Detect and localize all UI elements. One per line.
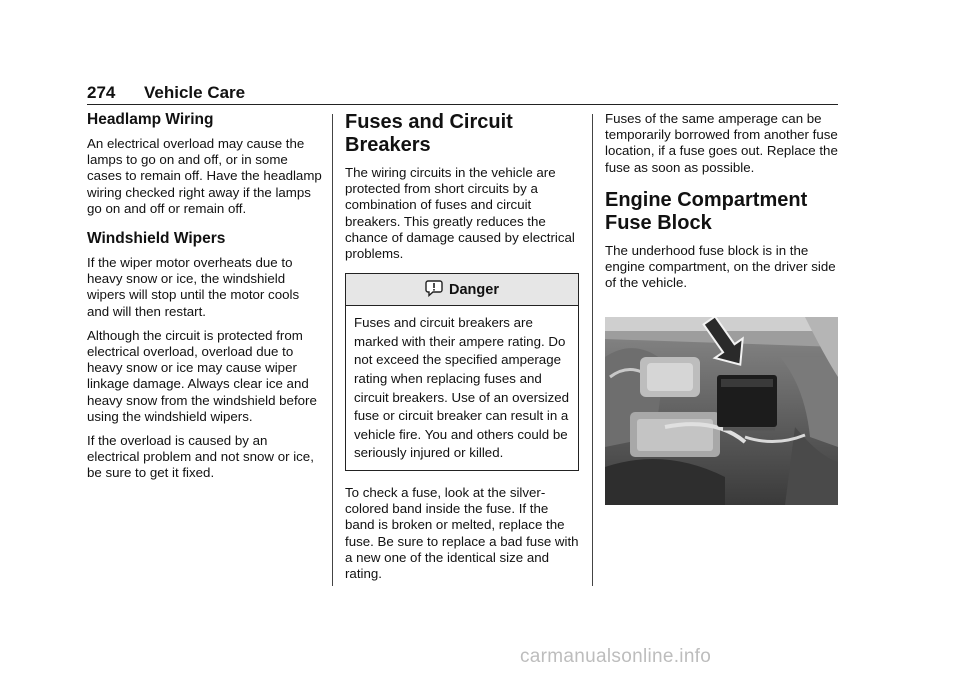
paragraph-borrow-fuse: Fuses of the same amperage can be temporarily borrowed from another fuse location, if a fuse goes out. Replace the fuse as soon as possible.	[605, 111, 838, 175]
danger-box	[345, 273, 579, 471]
danger-title: Danger	[449, 281, 499, 298]
heading-fuses-and-circuit-breakers: Fuses and Circuit Breakers	[345, 111, 513, 156]
paragraph-wiper-linkage: Although the circuit is protected from electrical overload, overload due to heavy snow or ice may cause wiper linkage damage. Always clear ice and heavy snow from the windshield before using the windshield wipers.	[87, 327, 317, 424]
paragraph-wiper-overload: If the overload is caused by an electrical problem and not snow or ice, be sure to get it fixed.	[87, 433, 314, 481]
paragraph-fuses-intro: The wiring circuits in the vehicle are protected from short circuits by a combination of fuses and circuit breakers. This greatly reduces the chance of damage caused by electrical problems.	[345, 165, 575, 262]
column-left	[87, 111, 323, 482]
danger-header	[346, 274, 578, 306]
heading-windshield-wipers: Windshield Wipers	[87, 230, 226, 248]
paragraph-headlamp-wiring: An electrical overload may cause the lamps to go on and off, or in some cases to remain off. Have the headlamp wiring checked right away if the lamps go on and off or remain off.	[87, 136, 322, 216]
page-number: 274	[87, 83, 116, 102]
paragraph-wiper-overheat: If the wiper motor overheats due to heavy snow or ice, the windshield wipers will stop until the motor cools and will then restart.	[87, 255, 300, 319]
paragraph-underhood-fuse-block: The underhood fuse block is in the engine compartment, on the driver side of the vehicle.	[605, 242, 836, 291]
column-divider-right	[592, 114, 593, 586]
heading-engine-compartment-fuse-block: Engine Compartment Fuse Block	[605, 188, 808, 234]
page-header	[87, 83, 837, 105]
paragraph-check-fuse: To check a fuse, look at the silver-colored band inside the fuse. If the band is broken or melted, replace the fuse. Be sure to replace a bad fuse with a new one of the identical size and rating.	[345, 484, 579, 581]
column-right	[605, 111, 839, 291]
section-title: Vehicle Care	[144, 83, 246, 102]
engine-compartment-photo	[605, 317, 838, 505]
warning-icon	[425, 279, 443, 301]
danger-text: Fuses and circuit breakers are marked with their ampere rating. Do not exceed the specified amperage rating when replacing fuses and circuit breakers. Use of an oversized fuse or circuit breaker can result in a vehicle fire. You and others could be seriously injured or killed.	[354, 315, 570, 461]
column-divider-left	[332, 114, 333, 586]
heading-headlamp-wiring: Headlamp Wiring	[87, 111, 214, 128]
column-middle	[345, 111, 579, 582]
header-rule	[87, 104, 838, 105]
watermark: carmanualsonline.info	[520, 646, 712, 667]
